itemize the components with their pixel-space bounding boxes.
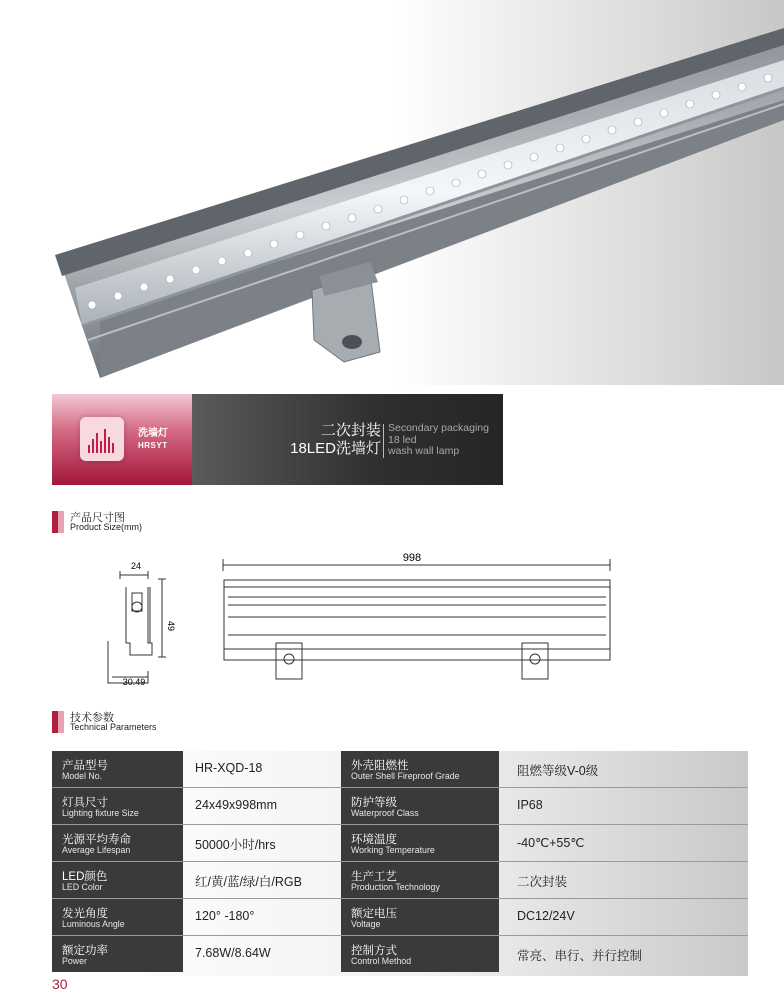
- size-title-cn: 产品尺寸图: [70, 512, 125, 524]
- brand-en: HRSYT: [138, 441, 168, 450]
- spec-row: [52, 751, 748, 788]
- spec-label: 发光角度 Luminous Angle: [52, 899, 183, 935]
- spec-value: 红/黄/蓝/绿/白/RGB: [195, 875, 302, 889]
- spec-label: LED颜色 LED Color: [52, 862, 183, 898]
- banner-title-en: [388, 423, 489, 458]
- product-banner: [52, 394, 503, 485]
- spec-label: 外壳阻燃性 Outer Shell Fireproof Grade: [341, 751, 499, 787]
- tech-title-cn: 技术参数: [70, 712, 114, 724]
- spec-label: 灯具尺寸 Lighting fixture Size: [52, 788, 183, 824]
- spec-value: 7.68W/8.64W: [195, 946, 271, 960]
- section-marker-light: [58, 511, 64, 533]
- spec-row: [52, 825, 748, 862]
- spec-label: 生产工艺 Production Technology: [341, 862, 499, 898]
- spec-label: 控制方式 Control Method: [341, 936, 499, 972]
- spec-value: 50000小时/hrs: [195, 838, 276, 852]
- spec-value: 120° -180°: [195, 909, 255, 923]
- spec-label: 产品型号 Model No.: [52, 751, 183, 787]
- tech-title-en: Technical Parameters: [70, 722, 157, 732]
- spec-value: 常亮、串行、并行控制: [517, 949, 643, 963]
- spec-value: IP68: [517, 798, 543, 812]
- category-cn: 洗墙灯: [138, 428, 168, 439]
- spec-value: 二次封装: [517, 875, 568, 889]
- dim-bottom: 30.49: [122, 677, 146, 687]
- spec-label: 防护等级 Waterproof Class: [341, 788, 499, 824]
- banner-title-en-line2: 18 led: [388, 433, 417, 446]
- banner-title-cn-line2: 18LED洗墙灯: [290, 440, 381, 457]
- spec-value: 24x49x998mm: [195, 798, 277, 812]
- spec-row: [52, 936, 748, 972]
- banner-title-cn: [290, 422, 381, 458]
- dimension-drawing: [90, 545, 630, 695]
- spec-table: [52, 751, 748, 976]
- spec-value: DC12/24V: [517, 909, 575, 923]
- led-wall-washer-image: [0, 0, 784, 385]
- spec-label: 额定电压 Voltage: [341, 899, 499, 935]
- spec-label: 额定功率 Power: [52, 936, 183, 972]
- dim-length: 998: [402, 552, 422, 564]
- spec-value: HR-XQD-18: [195, 761, 263, 775]
- section-marker-light: [58, 711, 64, 733]
- spec-row: [52, 899, 748, 936]
- spec-row: [52, 862, 748, 899]
- product-photo: [0, 0, 784, 385]
- spec-value: -40℃+55℃: [517, 836, 585, 850]
- spec-label: 环境温度 Working Temperature: [341, 825, 499, 861]
- banner-title-en-line1: Secondary packaging: [388, 422, 489, 434]
- equalizer-icon: [80, 417, 124, 461]
- dim-width: 24: [130, 561, 142, 571]
- dim-height: 49: [166, 621, 176, 632]
- spec-label: 光源平均寿命 Average Lifespan: [52, 825, 183, 861]
- banner-title-cn-line1: 二次封装: [320, 422, 381, 439]
- banner-title-en-line3: wash wall lamp: [388, 445, 460, 457]
- size-title-en: Product Size(mm): [70, 522, 143, 532]
- spec-value: 阻燃等级V-0级: [517, 764, 599, 778]
- banner-divider: [383, 424, 384, 458]
- spec-row: [52, 788, 748, 825]
- category-label: [138, 428, 168, 452]
- page-number: 30: [52, 976, 68, 992]
